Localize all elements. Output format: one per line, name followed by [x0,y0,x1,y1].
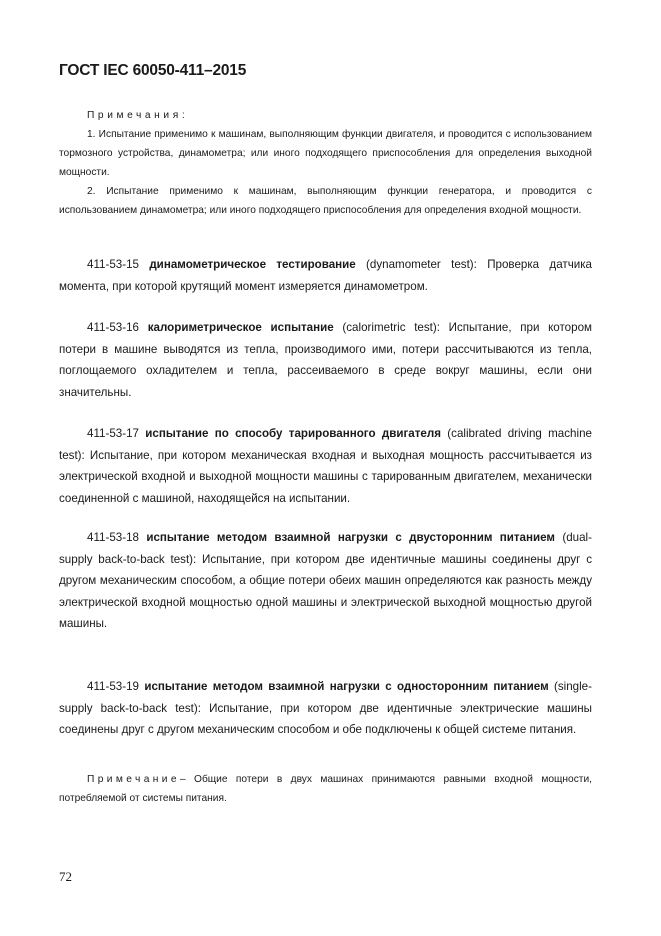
term-definition: (dual-supply back-to-back test): Испытание, при котором две идентичные машины соединены друг с другом механическим способом, а общие потери обеих машин определяются как разность между электрической входной мощностью одной машины и электрической выходной мощностью другой машины. [59,531,592,630]
term-entry-411-53-17 [59,423,592,509]
term-name: испытание по способу тарированного двигателя [145,427,441,440]
note-item-1: 1. Испытание применимо к машинам, выполняющим функции двигателя, и проводится с использованием тормозного устройства, динамометра; или иного подходящего приспособления для определения выходной мощности. [59,129,592,178]
term-number: 411-53-19 [87,680,139,693]
note-label: Примечание [87,774,180,785]
term-definition: (calibrated driving machine test): Испытание, при котором механическая входная и выходная мощность рассчитывается из электрической входной и выходной мощности машины с тарированным двигателем, механически соединенной с машиной, находящейся на испытании. [59,427,592,505]
term-name: динамометрическое тестирование [149,258,356,271]
term-definition: (single-supply back-to-back test): Испытание, при котором две идентичные электрические машины соединены друг с другом механическим способом и обе подключены к общей системе питания. [59,680,592,736]
term-number: 411-53-17 [87,427,139,440]
term-number: 411-53-16 [87,321,139,334]
term-entry-411-53-18 [59,527,592,635]
note-text: – Общие потери в двух машинах принимаются равными входной мощности, потребляемой от системы питания. [59,774,592,804]
notes-heading: Примечания: [87,110,189,121]
term-entry-411-53-19 [59,676,592,741]
term-number: 411-53-18 [87,531,139,544]
term-entry-411-53-15 [59,254,592,297]
note-item-2: 2. Испытание применимо к машинам, выполняющим функции генератора, и проводится с использованием динамометра; или иного подходящего приспособления для определения входной мощности. [59,186,592,216]
notes-block [59,106,592,220]
term-definition: (calorimetric test): Испытание, при котором потери в машине выводятся из тепла, производимого ими, потери рассчитываются из тепла, поглощаемого охладителем и тепла, рассеиваемого в среде вокруг машины, если они значительны. [59,321,592,399]
term-entry-411-53-16 [59,317,592,403]
page-number: 72 [59,869,72,884]
standard-designation: ГОСТ IEC 60050-411–2015 [59,62,247,79]
term-number: 411-53-15 [87,258,139,271]
term-name: испытание методом взаимной нагрузки с двусторонним питанием [146,531,555,544]
term-name: калориметрическое испытание [147,321,334,334]
note-bottom [59,770,592,808]
term-name: испытание методом взаимной нагрузки с односторонним питанием [144,680,549,693]
term-definition: (dynamometer test): Проверка датчика момента, при которой крутящий момент измеряется динамометром. [59,258,592,293]
